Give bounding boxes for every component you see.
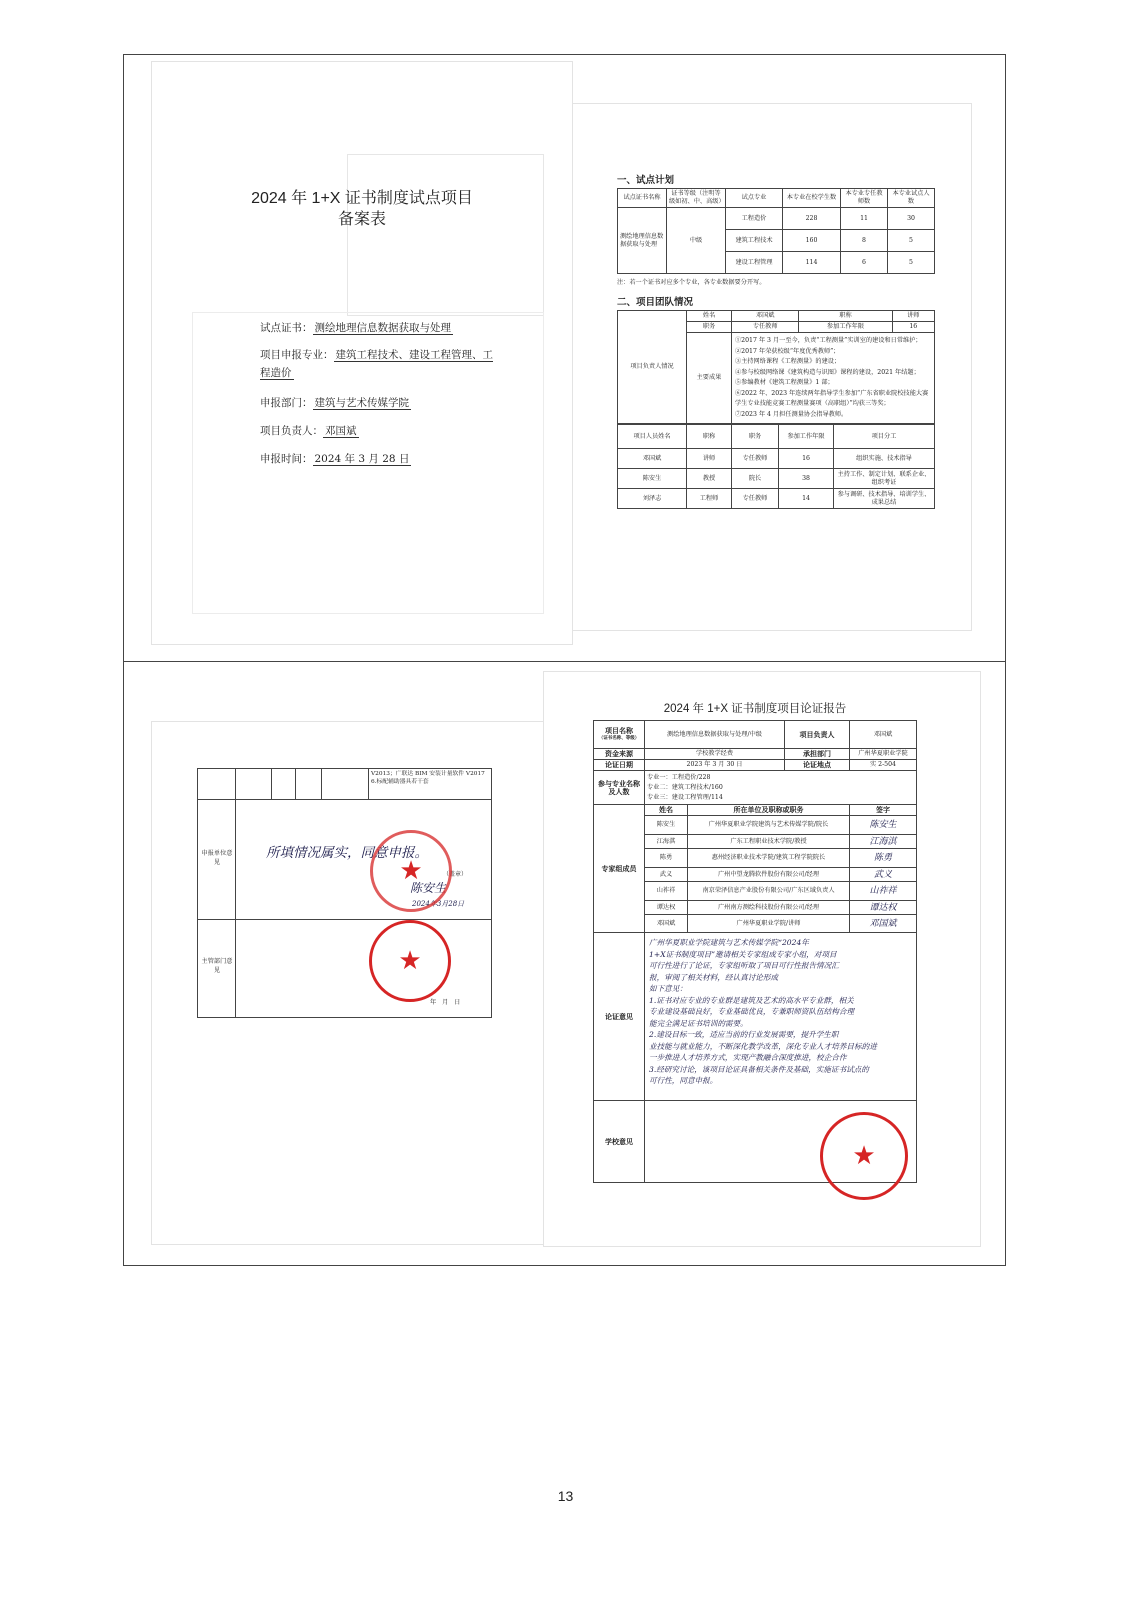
table-cell: 组织实施、技术指导 <box>834 449 935 469</box>
table-cell: 邓国斌 <box>618 449 687 469</box>
achievement-item: ⑦2023 年 4 月担任测量协会指导教师。 <box>735 410 848 418</box>
fund-label: 资金来源 <box>594 749 645 760</box>
header-cell: 本专业在校学生数 <box>783 189 841 208</box>
table-cell: 讲师 <box>892 311 934 322</box>
achievement-item: ⑤参编教材《建筑工程测量》1 部； <box>735 379 834 386</box>
dept: 广州华夏职业学院 <box>850 749 917 760</box>
expert-name: 江海淇 <box>645 835 688 849</box>
red-seal <box>369 920 451 1002</box>
leader: 邓国斌 <box>850 721 917 749</box>
filing-fields <box>260 320 560 479</box>
table-cell: 参与调研、技术指导、培训学生、成果总结 <box>834 489 935 509</box>
table-cell: 11 <box>841 208 888 230</box>
approval-sheet <box>152 722 546 1244</box>
opinion-line: 一步推进人才培养方式，实现产教融合深度推进，校企合作 <box>649 1053 847 1062</box>
project-name: 测绘地理信息数据获取与处理/中级 <box>645 721 785 749</box>
table-cell: 5 <box>888 230 935 252</box>
header-cell: 职称 <box>687 425 732 449</box>
pilot-note: 注：若一个证书对应多个专业，各专业数据要分开写。 <box>617 279 766 286</box>
table-cell: 16 <box>892 322 934 333</box>
table-cell: 主要成果 <box>687 333 732 424</box>
table-cell: 5 <box>888 252 935 274</box>
dept-stamp-caption: （盖章） <box>443 871 468 878</box>
approval-label-column <box>198 799 236 1017</box>
project-name-label-cell <box>594 721 645 749</box>
star-icon: ★ <box>852 1141 876 1171</box>
table-cell: 讲师 <box>687 449 732 469</box>
show-through-table <box>347 154 544 316</box>
header-cell: 所在单位及职称或职务 <box>688 805 850 816</box>
opinion-line: 能完全满足证书培训的需要。 <box>649 1018 748 1028</box>
table-cell: 专任教师 <box>732 449 779 469</box>
star-icon: ★ <box>399 856 423 886</box>
table-cell: 教授 <box>687 469 732 489</box>
expert-name: 陈安生 <box>645 816 688 835</box>
filing-title-line2: 备案表 <box>337 211 386 228</box>
level-cell: 中级 <box>667 208 726 274</box>
achievement-item: ⑥2022 年、2023 年连续两年指导学生参加“广东省职业院校技能大赛学生专业技能竞赛工程测量赛项（高职组）”均获三等奖； <box>735 389 929 407</box>
expert-unit: 南京荣泽信息产业股份有限公司/广东区域负责人 <box>688 882 850 901</box>
field-department: 申报部门： 建筑与艺术传媒学院 <box>260 397 409 409</box>
members-table <box>617 424 935 509</box>
expert-unit: 惠州经济职业技术学院/建筑工程学院院长 <box>688 849 850 868</box>
field-leader: 项目负责人： 邓国斌 <box>260 425 357 437</box>
achievement-item: ①2017 年 3 月一至今，负责“工程测量”实训室的建设和日常维护； <box>735 337 922 344</box>
page-number: 13 <box>557 1488 574 1504</box>
header-cell: 参加工作年限 <box>779 425 834 449</box>
expert-name: 山祚祥 <box>645 882 688 901</box>
expert-name: 谭达权 <box>645 901 688 915</box>
expert-signature: 山祚祥 <box>850 882 917 901</box>
date: 2023 年 3 月 30 日 <box>645 760 785 771</box>
place-label: 论证地点 <box>785 760 850 771</box>
opinion-line: 2.建设目标一致，适应当前的行业发展需要，提升学生职 <box>649 1030 839 1039</box>
expert-unit: 广东工程职业技术学院/教授 <box>688 835 850 849</box>
field-majors: 项目申报专业： 建筑工程技术、建设工程管理、工程造价 <box>260 349 493 379</box>
opinion-line: 广州华夏职业学院建筑与艺术传媒学院“2024年 <box>649 938 809 947</box>
expert-group-label: 专家组成员 <box>594 805 645 933</box>
header-cell: 证书等级（注明等级如初、中、高级） <box>667 189 726 208</box>
table-cell: 邓国斌 <box>732 311 799 322</box>
red-seal <box>370 830 452 912</box>
opinion-line: 专业建设基础良好，专业基础优良，专兼职师资队伍结构合理 <box>649 1007 855 1016</box>
table-cell: 院长 <box>732 469 779 489</box>
header-cell: 本专业专任教师数 <box>841 189 888 208</box>
cert-cell: 测绘地理信息数据获取与处理 <box>618 208 667 274</box>
opinion-label: 论证意见 <box>594 933 645 1101</box>
dept-opinion-label: 申报单位意见 <box>201 850 233 866</box>
field-certificate: 试点证书： 测绘地理信息数据获取与处理 <box>260 322 451 334</box>
dept-signature: 陈安生 <box>410 881 447 895</box>
approval-table <box>197 768 492 1018</box>
opinion-line: 1+X证书制度项目”邀请相关专家组成专家小组，对项目 <box>649 949 837 959</box>
expert-signature: 邓国斌 <box>850 915 917 933</box>
header-cell: 项目人员姓名 <box>618 425 687 449</box>
header-cell: 姓名 <box>645 805 688 816</box>
pilot-plan-sheet <box>573 104 971 630</box>
table-cell: 主持工作、制定计划、联系企业、组织考证 <box>834 469 935 489</box>
school-opinion-label: 学校意见 <box>594 1101 645 1183</box>
filing-form-sheet <box>152 62 572 644</box>
fund: 学校教学经费 <box>645 749 785 760</box>
approval-top-cell: V2013；广联达 BIM 安装计量软件 V2017 6.标配辅助器具若干套 <box>371 771 485 785</box>
table-cell: 16 <box>779 449 834 469</box>
red-seal <box>820 1112 908 1200</box>
table-cell: 姓名 <box>687 311 732 322</box>
pilot-plan-table <box>617 188 935 274</box>
table-cell: 专任教师 <box>732 322 799 333</box>
header-cell: 职务 <box>732 425 779 449</box>
major-item: 专业二：建筑工程技术/160 <box>647 783 723 791</box>
header-cell: 项目分工 <box>834 425 935 449</box>
majors-cell <box>645 771 917 805</box>
opinion-line: 报，审阅了相关材料，经认真讨论形成 <box>649 972 779 982</box>
table-cell: 工程师 <box>687 489 732 509</box>
opinion-line: 如下意见： <box>649 984 687 993</box>
table-cell: 刘泽志 <box>618 489 687 509</box>
table-cell: 6 <box>841 252 888 274</box>
expert-signature: 陈勇 <box>850 849 917 868</box>
header-cell: 试点证书名称 <box>618 189 667 208</box>
supervisor-opinion-label: 主管部门意见 <box>201 958 233 974</box>
table-cell: 职称 <box>799 311 892 322</box>
table-cell: 14 <box>779 489 834 509</box>
opinion-line: 业技能与就业能力，不断深化教学改革，深化专业人才培养目标的进 <box>649 1041 877 1051</box>
report-sheet <box>544 672 980 1246</box>
dept-label: 承担部门 <box>785 749 850 760</box>
star-icon: ★ <box>398 946 422 976</box>
opinion-line: 1.证书对应专业的专业群是建筑及艺术的高水平专业群，相关 <box>649 995 854 1005</box>
section1-title: 一、试点计划 <box>617 175 675 186</box>
expert-name: 陈勇 <box>645 849 688 868</box>
majors-label: 参与专业名称及人数 <box>594 771 645 805</box>
table-cell: 建设工程管理 <box>726 252 783 274</box>
header-cell: 试点专业 <box>726 189 783 208</box>
expert-name: 武义 <box>645 868 688 882</box>
opinion-line: 可行性进行了论证，专家组听取了项目可行性报告情况汇 <box>649 961 839 970</box>
major-item: 专业三：建设工程管理/114 <box>647 793 723 801</box>
table-cell: 30 <box>888 208 935 230</box>
expert-signature: 武义 <box>850 868 917 882</box>
expert-unit: 广州南方测绘科技股份有限公司/经理 <box>688 901 850 915</box>
achievement-item: ②2017 年荣获校级“年度优秀教师”； <box>735 347 840 355</box>
leader-label-cell: 项目负责人情况 <box>618 311 687 424</box>
header-cell: 本专业试点人数 <box>888 189 935 208</box>
table-cell: 38 <box>779 469 834 489</box>
table-cell: 陈安生 <box>618 469 687 489</box>
frame-divider <box>123 661 1006 662</box>
opinion-line: 可行性，同意申报。 <box>649 1076 718 1085</box>
table-cell: 8 <box>841 230 888 252</box>
achievement-item: ④参与校级网络课《建筑构造与识图》课程的建设，2021 年结题； <box>735 368 920 376</box>
expert-signature: 陈安生 <box>850 816 917 835</box>
dept-date: 2024年3月28日 <box>412 900 465 908</box>
field-date: 申报时间： 2024 年 3 月 28 日 <box>260 453 410 465</box>
expert-unit: 广州华夏职业学院/讲师 <box>688 915 850 933</box>
expert-signature: 谭达权 <box>850 901 917 915</box>
opinion-line: 3.经研究讨论，该项目论证具备相关条件及基础，实施证书试点的 <box>649 1064 869 1074</box>
table-cell: 160 <box>783 230 841 252</box>
place: 实 2-504 <box>850 760 917 771</box>
report-title: 2024 年 1+X 证书制度项目论证报告 <box>663 703 847 715</box>
opinion-handwriting <box>645 933 917 1101</box>
table-cell: 228 <box>783 208 841 230</box>
table-cell: 建筑工程技术 <box>726 230 783 252</box>
header-cell: 签字 <box>850 805 917 816</box>
table-cell: 参加工作年限 <box>799 322 892 333</box>
achievement-item: ③主持网络课程《工程测量》的建设； <box>735 358 841 365</box>
leader-label: 项目负责人 <box>785 721 850 749</box>
expert-signature: 江海淇 <box>850 835 917 849</box>
expert-unit: 广州中望龙腾软件股份有限公司/经理 <box>688 868 850 882</box>
expert-name: 邓国斌 <box>645 915 688 933</box>
filing-title-line1: 2024 年 1+X 证书制度试点项目 <box>251 190 473 207</box>
table-cell: 专任教师 <box>732 489 779 509</box>
date-label: 论证日期 <box>594 760 645 771</box>
approval-top-row <box>198 769 491 800</box>
project-name-label: 项目名称 <box>605 725 633 735</box>
expert-unit: 广州华夏职业学院建筑与艺术传媒学院/院长 <box>688 816 850 835</box>
dept-opinion-handwriting: 所填情况属实，同意申报。 <box>266 845 428 861</box>
supervisor-date: 年 月 日 <box>430 999 461 1006</box>
table-cell: 职务 <box>687 322 732 333</box>
table-cell: 114 <box>783 252 841 274</box>
major-item: 专业一：工程造价/228 <box>647 773 711 781</box>
section2-title: 二、项目团队情况 <box>617 297 694 308</box>
table-cell: 工程造价 <box>726 208 783 230</box>
team-table <box>617 310 935 424</box>
achievements-cell <box>732 333 935 424</box>
project-name-sub: （证书名称、等级） <box>598 735 640 741</box>
